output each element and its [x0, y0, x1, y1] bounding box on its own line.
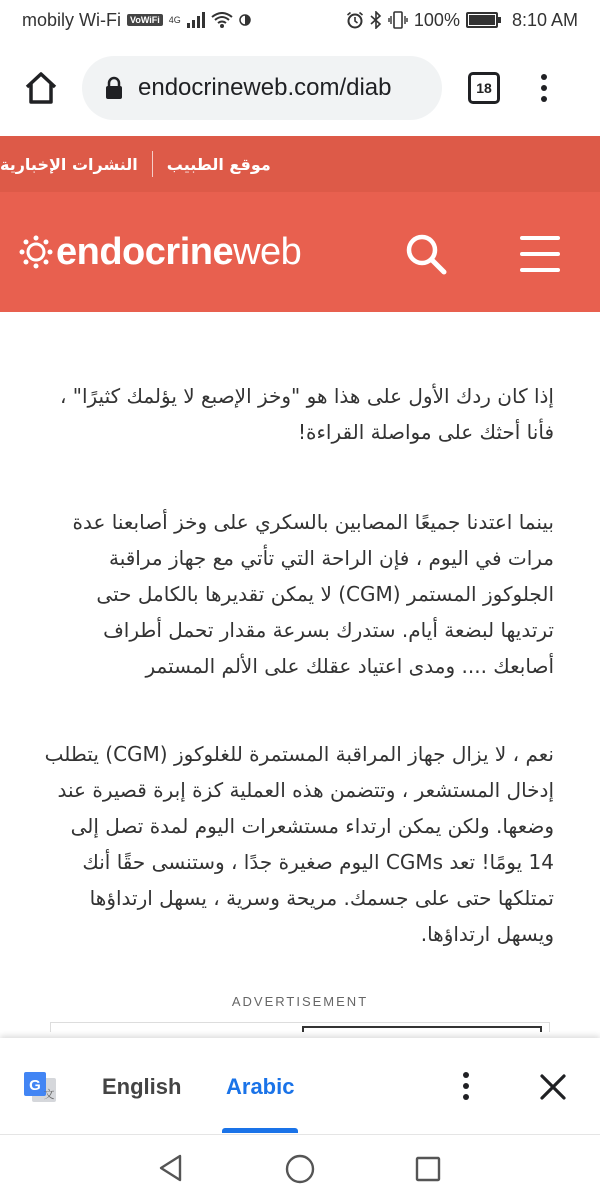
language-english-tab[interactable]: English	[102, 1074, 182, 1099]
alarm-icon	[346, 11, 364, 29]
network-label: 4G	[168, 15, 181, 25]
wifi-icon	[211, 12, 233, 28]
selected-language-indicator	[222, 1128, 298, 1133]
svg-text:G: G	[29, 1077, 41, 1094]
status-right	[346, 10, 578, 31]
tab-count: 18	[476, 80, 492, 96]
home-icon	[23, 70, 59, 106]
browser-menu-button[interactable]	[532, 74, 556, 102]
bluetooth-icon	[370, 11, 382, 29]
status-left	[22, 10, 251, 31]
hamburger-menu-icon[interactable]	[520, 236, 560, 272]
language-arabic-tab[interactable]: Arabic	[226, 1074, 295, 1099]
data-saver-icon	[239, 14, 251, 26]
home-button[interactable]	[16, 63, 66, 113]
logo-text: endocrineweb	[56, 230, 302, 273]
google-translate-icon	[22, 1070, 58, 1106]
home-nav-icon[interactable]	[284, 1153, 316, 1185]
lock-icon	[104, 76, 124, 100]
vowifi-badge: VoWiFi	[127, 14, 163, 26]
translate-bar	[0, 1038, 600, 1134]
divider	[152, 151, 153, 177]
svg-text:文: 文	[43, 1088, 55, 1101]
clock: 8:10 AM	[511, 9, 578, 30]
site-logo[interactable]	[18, 231, 301, 274]
article-body	[0, 312, 600, 1032]
tab-switcher-button[interactable]	[468, 72, 500, 104]
close-icon[interactable]	[538, 1072, 568, 1102]
advertisement-label: ADVERTISEMENT	[231, 994, 369, 1009]
recent-apps-icon[interactable]	[414, 1155, 442, 1183]
search-icon[interactable]	[404, 232, 448, 276]
site-utility-bar	[0, 136, 600, 192]
newsletters-link[interactable]: النشرات الإخبارية	[0, 154, 138, 174]
back-icon[interactable]	[156, 1153, 186, 1183]
vibrate-icon	[388, 11, 408, 29]
advertisement-inner[interactable]	[302, 1026, 542, 1032]
cut-off-text-fragment	[60, 312, 540, 320]
battery-icon	[466, 12, 498, 28]
translate-options-button[interactable]	[460, 1072, 472, 1100]
article-paragraph-3: نعم ، لا يزال جهاز المراقبة المستمرة للغلوكوز (CGM) يتطلب إدخال المستشعر ، وتتضمن هذه العملية كزة إبرة قصيرة عند وضعها. ولكن يمكن ارتداء مستشعرات اليوم لمدة تصل إلى 14 يومًا! تعد CGMs اليوم صغيرة جدًا ، وستنسى حقًا أنك تمتلكها حتى على جسمك. مريحة وسرية ، يسهل ارتداؤها ويسهل ارتداؤها.	[44, 742, 554, 946]
carrier-label: mobily Wi-Fi	[22, 9, 121, 30]
article-paragraph-1: إذا كان ردك الأول على هذا هو "وخز الإصبع لا يؤلمك كثيرًا" ، فأنا أحثك على مواصلة القراءة!	[59, 384, 554, 444]
site-header	[0, 192, 600, 312]
signal-icon	[187, 12, 205, 28]
url-bar[interactable]	[82, 56, 442, 120]
browser-toolbar	[0, 40, 600, 136]
logo-sun-icon	[18, 234, 54, 270]
doctor-site-link[interactable]: موقع الطبيب	[166, 154, 271, 174]
status-bar	[0, 0, 600, 40]
system-nav-bar	[0, 1134, 600, 1200]
url-text: endocrineweb.com/diab	[138, 74, 392, 101]
article-paragraph-2: بينما اعتدنا جميعًا المصابين بالسكري على وخز أصابعنا عدة مرات في اليوم ، فإن الراحة التي تأتي مع جهاز مراقبة الجلوكوز المستمر (CGM) لا يمكن تقديرها بالكامل حتى ترتديها لبضعة أيام. ستدرك بسرعة مقدار تحمل أطراف أصابعك .... ومدى اعتياد عقلك على الألم المستمر	[72, 510, 554, 678]
battery-percent: 100%	[413, 9, 460, 30]
